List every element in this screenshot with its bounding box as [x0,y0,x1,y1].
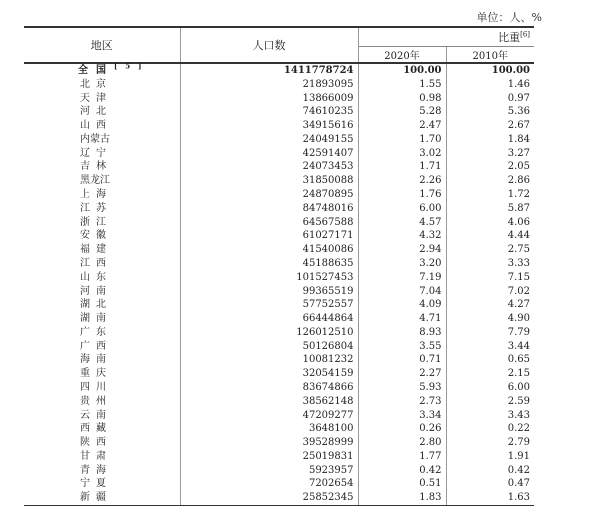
share-2020-cell: 0.98 [358,92,446,106]
population-cell: 47209277 [180,409,358,423]
share-2020-cell: 1.83 [358,491,446,505]
header-population: 人口数 [180,27,358,63]
region-cell: 山东 [80,271,112,283]
share-2020-cell: 1.76 [358,188,446,202]
table-row [24,312,534,326]
population-cell: 39528999 [180,436,358,450]
population-table [24,26,534,506]
region-cell: 江苏 [80,202,112,214]
share-2020-cell: 4.32 [358,229,446,243]
region-cell: 河南 [80,285,112,297]
share-2020-cell: 1.71 [358,160,446,174]
population-cell: 7202654 [180,477,358,491]
share-2020-cell: 2.47 [358,119,446,133]
population-cell: 24870895 [180,188,358,202]
region-cell: 新疆 [24,491,180,505]
share-2020-cell: 1.77 [358,450,446,464]
share-2010-cell: 2.67 [446,119,534,133]
unit-label: 单位：人、% [476,11,542,24]
table-row [24,367,534,381]
table-row [24,381,534,395]
population-cell: 10081232 [180,353,358,367]
region-cell: 陕西 [80,437,112,449]
header-share [358,27,534,47]
population-cell: 74610235 [180,105,358,119]
region-name: 全国 [78,65,114,76]
share-2010-cell: 0.42 [446,464,534,478]
share-2020-cell: 3.20 [358,257,446,271]
table-row [24,119,534,133]
region-cell: 湖北 [80,299,112,311]
share-2010-cell: 4.44 [446,229,534,243]
header-row [24,27,534,47]
share-2010-cell: 3.44 [446,340,534,354]
population-cell: 1411778724 [180,63,358,78]
region-cell: 贵州 [80,395,112,407]
header-year-2010: 2010年 [446,47,534,64]
population-cell: 61027171 [180,229,358,243]
table-row [24,326,534,340]
share-2020-cell: 100.00 [358,63,446,78]
table-row [24,147,534,161]
share-2020-cell: 3.34 [358,409,446,423]
table-row [24,160,534,174]
share-2020-cell: 0.42 [358,464,446,478]
share-2010-cell: 0.47 [446,477,534,491]
table-row [24,105,534,119]
table-row [24,202,534,216]
region-cell: 安徽 [80,230,112,242]
share-2020-cell: 7.04 [358,285,446,299]
share-2010-cell: 7.79 [446,326,534,340]
population-cell: 45188635 [180,257,358,271]
population-cell: 24049155 [180,133,358,147]
region-cell: 河北 [80,106,112,118]
header-region: 地区 [90,39,113,52]
share-2020-cell: 1.55 [358,78,446,92]
population-cell: 66444864 [180,312,358,326]
table-row [24,92,534,106]
table-row [24,422,534,436]
share-2020-cell: 4.09 [358,298,446,312]
population-cell: 32054159 [180,367,358,381]
share-2020-cell: 5.28 [358,105,446,119]
table-row [24,477,534,491]
table-row [24,133,534,147]
table-row [24,271,534,285]
share-2010-cell: 4.06 [446,216,534,230]
population-cell: 34915616 [180,119,358,133]
share-2010-cell: 2.75 [446,243,534,257]
header-share-note: [6] [520,30,531,39]
table-row [24,243,534,257]
table-row [24,436,534,450]
table-row [24,188,534,202]
population-cell: 3648100 [180,422,358,436]
share-2020-cell: 7.19 [358,271,446,285]
table-row [24,395,534,409]
share-2020-cell: 0.26 [358,422,446,436]
region-cell: 黑龙江 [80,175,110,187]
share-2010-cell: 2.86 [446,174,534,188]
population-cell: 126012510 [180,326,358,340]
region-cell: 宁夏 [80,478,112,490]
table-row [24,216,534,230]
header-share-label: 比重 [498,31,521,44]
header-year-2020: 2020年 [358,47,446,64]
share-2010-cell: 1.63 [446,491,534,505]
table-row [24,450,534,464]
region-cell: 甘肃 [80,450,112,462]
population-cell: 21893095 [180,78,358,92]
region-cell: 山西 [80,120,112,132]
region-cell: 云南 [80,409,112,421]
share-2020-cell: 3.02 [358,147,446,161]
share-2010-cell: 2.79 [446,436,534,450]
region-cell: 四川 [80,381,112,393]
population-cell: 83674866 [180,381,358,395]
region-cell: 北京 [80,78,112,90]
share-2010-cell: 3.33 [446,257,534,271]
share-2020-cell: 2.26 [358,174,446,188]
share-2010-cell: 5.87 [446,202,534,216]
population-cell: 38562148 [180,395,358,409]
share-2010-cell: 1.46 [446,78,534,92]
table-row-total [24,63,534,78]
share-2010-cell: 4.27 [446,298,534,312]
share-2010-cell: 0.65 [446,353,534,367]
population-cell: 25852345 [180,491,358,505]
share-2010-cell: 6.00 [446,381,534,395]
share-2020-cell: 0.51 [358,477,446,491]
share-2010-cell: 5.36 [446,105,534,119]
table-row [24,298,534,312]
share-2020-cell: 2.73 [358,395,446,409]
share-2010-cell: 4.90 [446,312,534,326]
share-2010-cell: 0.22 [446,422,534,436]
share-2010-cell: 3.27 [446,147,534,161]
share-2020-cell: 0.71 [358,353,446,367]
share-2010-cell: 1.72 [446,188,534,202]
share-2010-cell: 1.91 [446,450,534,464]
share-2010-cell: 0.97 [446,92,534,106]
region-cell: 浙江 [80,216,112,228]
region-cell: 广东 [80,326,112,338]
region-cell: 上海 [80,189,112,201]
region-cell: 天津 [80,92,112,104]
table-row [24,340,534,354]
region-cell [24,63,180,78]
share-2020-cell: 4.71 [358,312,446,326]
share-2010-cell: 7.15 [446,271,534,285]
share-2020-cell: 3.55 [358,340,446,354]
population-cell: 99365519 [180,285,358,299]
region-cell: 福建 [80,244,112,256]
region-cell: 青海 [80,464,112,476]
share-2020-cell: 2.27 [358,367,446,381]
share-2020-cell: 6.00 [358,202,446,216]
table-row [24,409,534,423]
share-2010-cell: 2.59 [446,395,534,409]
population-cell: 31850088 [180,174,358,188]
region-cell: 江西 [80,257,112,269]
population-cell: 41540086 [180,243,358,257]
population-cell: 57752557 [180,298,358,312]
share-2020-cell: 8.93 [358,326,446,340]
share-2010-cell: 2.05 [446,160,534,174]
table-row [24,491,534,505]
table-row [24,353,534,367]
region-cell: 广西 [80,340,112,352]
region-cell: 西藏 [80,423,112,435]
share-2010-cell: 3.43 [446,409,534,423]
region-cell: 重庆 [80,368,112,380]
share-2020-cell: 4.57 [358,216,446,230]
table-row [24,229,534,243]
population-cell: 5923957 [180,464,358,478]
share-2020-cell: 1.70 [358,133,446,147]
population-cell: 64567588 [180,216,358,230]
region-cell: 海南 [80,354,112,366]
population-cell: 101527453 [180,271,358,285]
population-cell: 42591407 [180,147,358,161]
population-cell: 13866009 [180,92,358,106]
share-2010-cell: 7.02 [446,285,534,299]
region-cell: 辽宁 [80,147,112,159]
share-2020-cell: 2.80 [358,436,446,450]
population-cell: 24073453 [180,160,358,174]
table-row [24,285,534,299]
table-row [24,78,534,92]
population-cell: 84748016 [180,202,358,216]
share-2010-cell: 2.15 [446,367,534,381]
share-2020-cell: 5.93 [358,381,446,395]
population-cell: 50126804 [180,340,358,354]
region-cell: 吉林 [80,161,112,173]
table-row [24,257,534,271]
table-row [24,464,534,478]
share-2010-cell: 1.84 [446,133,534,147]
total-note: [5] [114,61,150,71]
region-cell: 湖南 [80,313,112,325]
table-body [24,63,534,506]
share-2020-cell: 2.94 [358,243,446,257]
share-2010-cell: 100.00 [446,63,534,78]
region-cell: 内蒙古 [80,133,110,145]
population-cell: 25019831 [180,450,358,464]
table-row [24,174,534,188]
